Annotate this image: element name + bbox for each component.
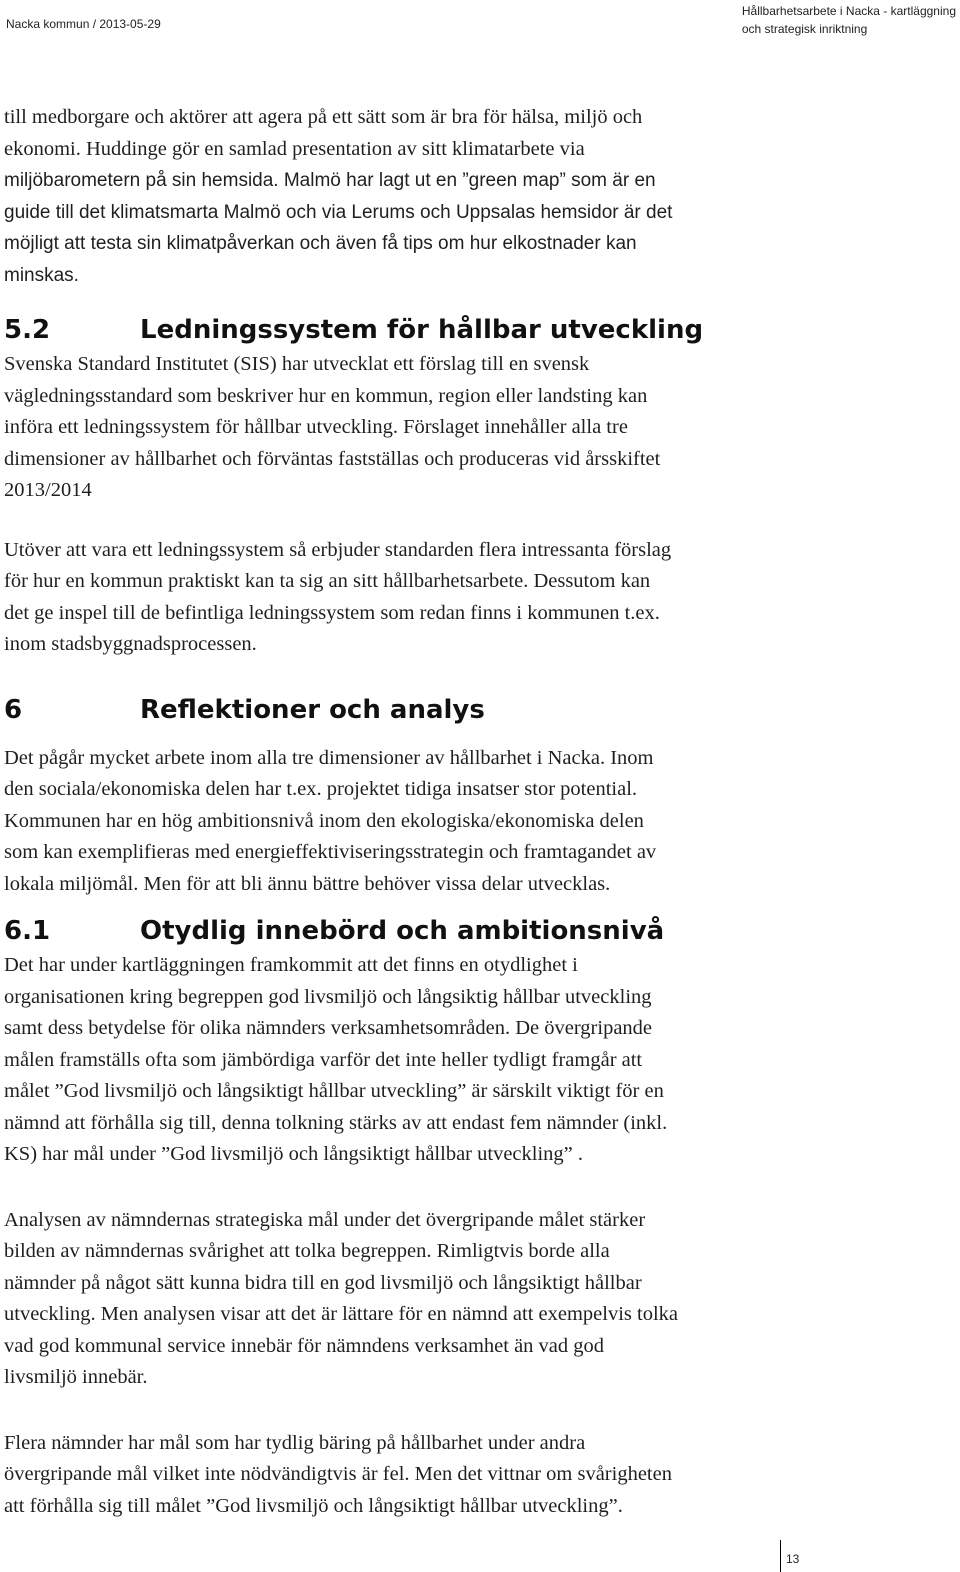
s61-p2-line: nämnder på något sätt kunna bidra till en god livsmiljö och långsiktigt hållbar: [4, 1271, 642, 1294]
section-6-paragraph-1: [4, 743, 944, 901]
s61-p1-line: organisationen kring begreppen god livsmiljö och långsiktig hållbar utveckling: [4, 985, 652, 1008]
s52-p1-line: införa ett ledningssystem för hållbar utveckling. Förslaget innehåller alla tre: [4, 416, 628, 438]
page-content: [4, 102, 944, 1522]
heading-6-1-title: Otydlig innebörd och ambitionsnivå: [140, 916, 665, 946]
s61-p1-line: Det har under kartläggningen framkommit att det finns en otydlighet i: [4, 954, 578, 976]
s61-p1-line: samt dess betydelse för olika nämnders verksamhetsområden. De övergripande: [4, 1017, 653, 1039]
s61-p1-line: KS) har mål under ”God livsmiljö och långsiktigt hållbar utveckling” .: [4, 1143, 584, 1165]
heading-5-2-number: 5.2: [4, 315, 51, 345]
header-title-line1: Hållbarhetsarbete i Nacka - kartläggning: [741, 4, 956, 18]
intro-line-2: [4, 134, 944, 166]
s61-p3-line: Flera nämnder har mål som har tydlig bäring på hållbarhet under andra: [4, 1431, 586, 1454]
header-org-date: Nacka kommun / 2013-05-29: [6, 17, 161, 31]
header-title-line2: och strategisk inriktning: [741, 22, 868, 36]
section-6-1-paragraph-1: [4, 950, 944, 1171]
s6-p1-line: Kommunen har en hög ambitionsnivå inom den ekologiska/ekonomiska delen: [4, 809, 644, 832]
section-6-1-paragraph-3: [4, 1428, 944, 1523]
section-5-2-paragraph-2: [4, 535, 944, 661]
s6-p1-line: lokala miljömål. Men för att bli ännu bättre behöver vissa delar utvecklas.: [4, 872, 611, 895]
s61-p3-line: att förhålla sig till målet ”God livsmiljö och långsiktigt hållbar utveckling”.: [4, 1494, 623, 1517]
s61-p2-line: utveckling. Men analysen visar att det är lättare för en nämnd att exempelvis tolka: [4, 1303, 678, 1325]
s61-p1-line: målen framställs ofta som jämbördiga varför det inte heller tydligt framgår att: [4, 1048, 643, 1071]
s61-p2-line: livsmiljö innebär.: [4, 1366, 148, 1388]
header-doc-title: [742, 2, 956, 38]
heading-6-1: [4, 916, 944, 956]
s6-p1-line: Det pågår mycket arbete inom alla tre dimensioner av hållbarhet i Nacka. Inom: [4, 746, 654, 769]
heading-6-1-number: 6.1: [4, 916, 51, 946]
page-number-rule: [780, 1540, 781, 1572]
intro-line-3: miljöbarometern på sin hemsida. Malmö har lagt ut en ”green map” som är en: [4, 170, 656, 191]
s61-p1-line: nämnd att förhålla sig till, denna tolkning stärks av att endast fem nämnder (inkl.: [4, 1111, 668, 1134]
section-6-1-paragraph-2: [4, 1205, 944, 1394]
s6-p1-line: som kan exemplifieras med energieffektiviseringsstrategin och framtagandet av: [4, 841, 657, 863]
s52-p2-line: det ge inspel till de befintliga ledningssystem som redan finns i kommunen t.ex.: [4, 601, 660, 624]
s52-p1-line: dimensioner av hållbarhet och förväntas fastställas och produceras vid årsskiftet: [4, 447, 661, 470]
s52-p2-line: för hur en kommun praktiskt kan ta sig an sitt hållbarhetsarbete. Dessutom kan: [4, 570, 651, 592]
heading-5-2: [4, 315, 944, 355]
s61-p1-line: målet ”God livsmiljö och långsiktigt hållbar utveckling” är särskilt viktigt för en: [4, 1080, 664, 1102]
heading-6-number: 6: [4, 694, 23, 725]
s52-p1-line: Svenska Standard Institutet (SIS) har utvecklat ett förslag till en svensk: [4, 353, 590, 375]
intro-line-1-text: till medborgare och aktörer att agera på ett sätt som är bra för hälsa, miljö och: [4, 106, 643, 128]
s52-p1-line: vägledningsstandard som beskriver hur en kommun, region eller landsting kan: [4, 384, 648, 407]
page-number: 13: [786, 1552, 800, 1566]
intro-line-5: möjligt att testa sin klimatpåverkan och även få tips om hur elkostnader kan: [4, 233, 637, 254]
s52-p2-line: inom stadsbyggnadsprocessen.: [4, 633, 257, 655]
s52-p2-line: Utöver att vara ett ledningssystem så erbjuder standarden flera intressanta förslag: [4, 538, 672, 561]
heading-5-2-title: Ledningssystem för hållbar utveckling: [140, 315, 704, 345]
s61-p2-line: vad god kommunal service innebär för nämndens verksamhet än vad god: [4, 1334, 605, 1357]
s61-p2-line: Analysen av nämndernas strategiska mål under det övergripande målet stärker: [4, 1208, 646, 1231]
intro-line-2-text: ekonomi. Huddinge gör en samlad presentation av sitt klimatarbete via: [4, 137, 585, 160]
intro-paragraph: [4, 102, 944, 291]
s52-p1-line: 2013/2014: [4, 479, 92, 501]
s61-p3-line: övergripande mål vilket inte nödvändigtvis är fel. Men det vittnar om svårigheten: [4, 1463, 672, 1485]
intro-line-1: [4, 102, 944, 134]
intro-line-4: guide till det klimatsmarta Malmö och via Lerums och Uppsalas hemsidor är det: [4, 201, 673, 223]
s61-p2-line: bilden av nämndernas svårighet att tolka begreppen. Rimligtvis borde alla: [4, 1240, 610, 1262]
intro-line-6: minskas.: [4, 264, 79, 286]
heading-6: [4, 695, 944, 735]
heading-6-title: Reflektioner och analys: [140, 694, 485, 725]
section-5-2-paragraph-1: [4, 349, 944, 507]
s6-p1-line: den sociala/ekonomiska delen har t.ex. projektet tidiga insatser stor potential.: [4, 778, 638, 800]
page-header: [0, 0, 960, 40]
